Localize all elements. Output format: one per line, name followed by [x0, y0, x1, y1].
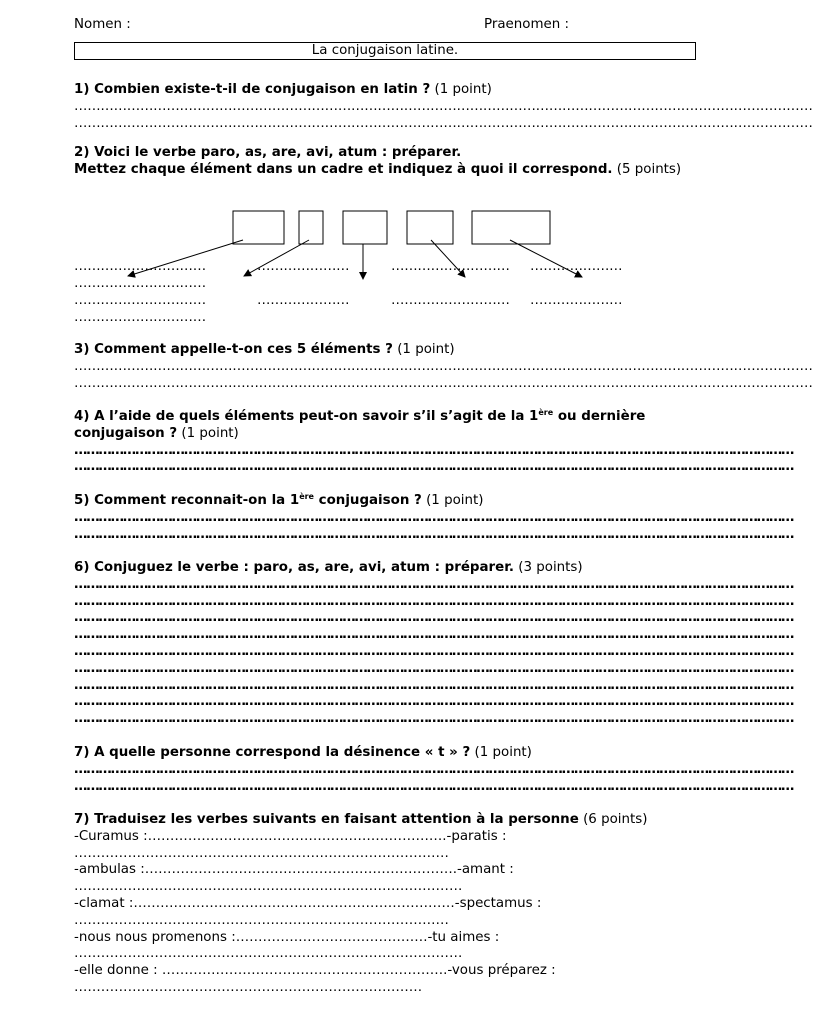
- question-7b: [74, 812, 696, 997]
- question-1-text: 1) Combien existe-t-il de conjugaison en latin ?: [74, 82, 431, 97]
- element-box-4[interactable]: [407, 211, 453, 244]
- question-6-text: 6) Conjuguez le verbe : paro, as, are, avi, atum : préparer.: [74, 560, 514, 575]
- page-title: La conjugaison latine.: [74, 42, 696, 60]
- element-box-1[interactable]: [233, 211, 284, 244]
- question-7a: [74, 745, 794, 795]
- answer-fill[interactable]: …………………………: [74, 293, 206, 308]
- translation-left[interactable]: -nous nous promenons :…………………………………….: [74, 929, 428, 945]
- praenomen-label: Praenomen :: [484, 17, 570, 32]
- answer-line[interactable]: ……………………………………………………………………………………………………………………………………………………………: [74, 610, 794, 626]
- translation-row: [74, 896, 696, 913]
- answer-fill[interactable]: …………………: [257, 259, 350, 274]
- translation-continuation[interactable]: …………………………………………………………………………: [74, 912, 449, 928]
- translation-continuation[interactable]: ……………………………………………………………………………: [74, 946, 463, 962]
- translation-right: -paratis :: [446, 828, 507, 844]
- answer-fill[interactable]: …………………………: [74, 259, 206, 274]
- translation-right: -spectamus :: [454, 895, 542, 911]
- question-7a-points: (1 point): [474, 745, 532, 760]
- answer-fill[interactable]: …………………………: [74, 276, 206, 291]
- answer-line[interactable]: ……………………………………………………………………………………………………………………………………………………………: [74, 694, 794, 710]
- question-7a-text: 7) A quelle personne correspond la désinence « t » ?: [74, 745, 471, 760]
- answer-line[interactable]: ……………………………………………………………………………………………………………………………………………………………: [74, 593, 794, 609]
- question-5: [74, 492, 794, 543]
- question-6: [74, 560, 794, 728]
- answer-fill[interactable]: …………………: [257, 293, 350, 308]
- element-box-3[interactable]: [343, 211, 387, 244]
- question-2-points: (5 points): [616, 161, 682, 177]
- question-2-line1: 2) Voici le verbe paro, as, are, avi, atum : préparer.: [74, 145, 462, 160]
- element-box-2[interactable]: [299, 211, 323, 244]
- question-3-points: (1 point): [397, 342, 455, 357]
- translation-left[interactable]: -elle donne : ……………………………………………………….: [74, 963, 448, 979]
- answer-line[interactable]: ……………………………………………………………………………………………………………………………………………………………: [74, 576, 794, 592]
- question-4-points: (1 point): [181, 425, 239, 441]
- answer-line[interactable]: ……………………………………………………………………………………………………………………………………………………………: [74, 509, 794, 525]
- question-4-text-a: 4) A l’aide de quels éléments peut-on savoir s’il s’agit de la 1: [74, 409, 539, 424]
- answer-line[interactable]: ……………………………………………………………………………………………………………………………………………………………: [74, 711, 794, 727]
- translation-right: -vous préparez :: [447, 963, 556, 979]
- answer-line[interactable]: ……………………………………………………………………………………………………………………………………………………: [74, 375, 813, 391]
- answer-line[interactable]: ……………………………………………………………………………………………………………………………………………………………: [74, 677, 794, 693]
- answer-fill[interactable]: ………………………: [391, 259, 510, 274]
- translation-continuation[interactable]: ……………………………………………………………………………: [74, 879, 463, 895]
- answer-line[interactable]: ……………………………………………………………………………………………………………………………………………………………: [74, 660, 794, 676]
- answer-line[interactable]: ……………………………………………………………………………………………………………………………………………………………: [74, 643, 794, 659]
- answer-fill[interactable]: …………………: [530, 259, 623, 274]
- question-5-points: (1 point): [426, 493, 484, 508]
- question-4-text-b: ou dernière conjugaison ?: [74, 409, 646, 441]
- answer-line[interactable]: ……………………………………………………………………………………………………………………………………………………: [74, 358, 813, 374]
- translation-right: -tu aimes :: [427, 929, 500, 945]
- answer-line[interactable]: ……………………………………………………………………………………………………………………………………………………………: [74, 627, 794, 643]
- question-6-points: (3 points): [518, 560, 583, 575]
- translation-left[interactable]: -Curamus :………………………………………………………….: [74, 828, 447, 844]
- question-3-text: 3) Comment appelle-t-on ces 5 éléments ?: [74, 342, 393, 357]
- answer-line[interactable]: ……………………………………………………………………………………………………………………………………………………………: [74, 761, 794, 777]
- translation-row: [74, 963, 696, 980]
- answer-line[interactable]: ……………………………………………………………………………………………………………………………………………………………: [74, 459, 794, 475]
- answer-line[interactable]: ……………………………………………………………………………………………………………………………………………………………: [74, 778, 794, 794]
- question-2-line2: Mettez chaque élément dans un cadre et indiquez à quoi il correspond.: [74, 161, 613, 177]
- nomen-label: Nomen :: [74, 17, 131, 32]
- answer-line[interactable]: ……………………………………………………………………………………………………………………………………………………: [74, 98, 813, 114]
- translation-right: -amant :: [456, 862, 514, 878]
- answer-fill[interactable]: …………………: [530, 293, 623, 308]
- question-7b-text: 7) Traduisez les verbes suivants en faisant attention à la personne: [74, 812, 579, 827]
- question-4-sup: ère: [538, 408, 554, 417]
- answer-fill[interactable]: ………………………: [391, 293, 510, 308]
- answer-line[interactable]: ……………………………………………………………………………………………………………………………………………………………: [74, 526, 794, 542]
- translation-row: [74, 829, 696, 846]
- question-3: [74, 342, 813, 392]
- translation-left[interactable]: -clamat :………………………………………………………………: [74, 895, 455, 911]
- translation-row: [74, 862, 696, 879]
- translation-left[interactable]: -ambulas :…………………………………………………………….: [74, 862, 457, 878]
- translation-row: [74, 930, 696, 947]
- question-5-sup: ère: [299, 492, 314, 501]
- translation-continuation[interactable]: …………………………………………………………………………: [74, 845, 449, 861]
- question-7b-points: (6 points): [583, 812, 648, 827]
- element-box-5[interactable]: [472, 211, 550, 244]
- answer-line[interactable]: ……………………………………………………………………………………………………………………………………………………………: [74, 442, 794, 458]
- question-5-text-b: conjugaison ?: [313, 493, 422, 508]
- question-4: [74, 408, 794, 476]
- answer-line[interactable]: ……………………………………………………………………………………………………………………………………………………: [74, 115, 813, 131]
- answer-fill[interactable]: …………………………: [74, 310, 206, 325]
- translation-continuation[interactable]: ……………………………………………………………………: [74, 979, 423, 995]
- question-5-text-a: 5) Comment reconnait-on la 1: [74, 493, 300, 508]
- question-1-points: (1 point): [434, 82, 492, 97]
